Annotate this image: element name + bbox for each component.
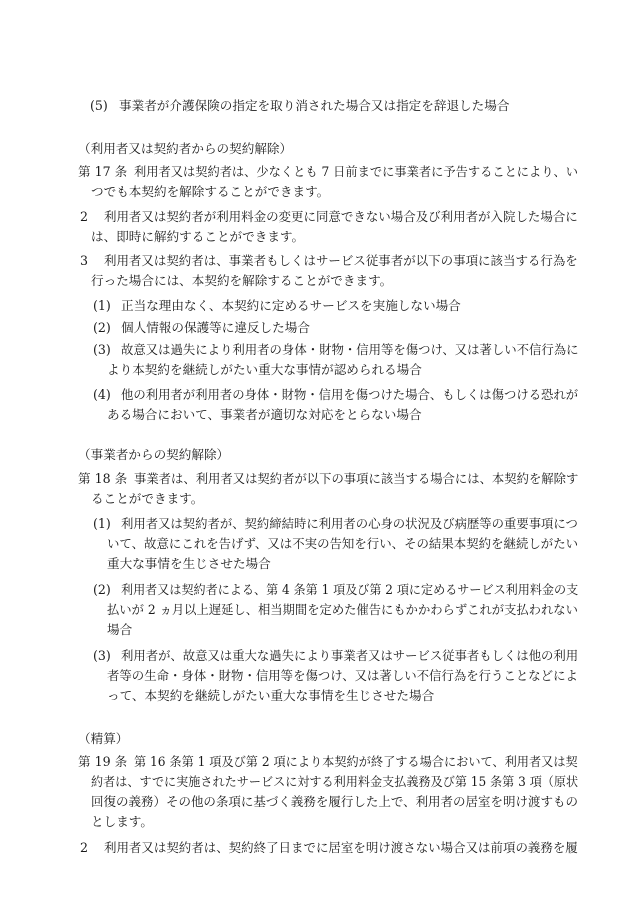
article-label: 第 17 条: [78, 164, 128, 179]
paragraph-text: は、即時に解約することができます。: [91, 229, 305, 244]
item-label: (2): [93, 320, 111, 335]
item-label: (3): [93, 648, 111, 663]
article-text: とします。: [91, 814, 153, 829]
item-text: 利用者が、故意又は重大な過失により事業者又はサービス従事者もしくは他の利用: [121, 648, 579, 663]
article-text: つでも本契約を解除することができます。: [91, 184, 330, 199]
item-label: (1): [93, 298, 111, 313]
item-text: って、本契約を継続しがたい重大な事情を生じさせた場合: [107, 688, 435, 703]
item-text: 故意又は過失により利用者の身体・財物・信用等を傷つけ、又は著しい不信行為に: [121, 342, 579, 357]
paragraph-text: 利用者又は契約者は、事業者もしくはサービス従事者が以下の事項に該当する行為を: [104, 253, 578, 268]
item-text: 場合: [107, 622, 133, 637]
item-label: (3): [93, 342, 111, 357]
article-text: 回復の義務）その他の条項に基づく義務を履行した上で、利用者の居室を明け渡すもの: [91, 794, 578, 809]
paragraph-text: 利用者又は契約者が利用料金の変更に同意できない場合及び利用者が入院した場合に: [104, 209, 578, 224]
section-heading: （利用者又は契約者からの契約解除）: [78, 141, 293, 156]
item-text: 者等の生命・身体・財物・信用等を傷つけ、又は著しい不信行為を行うことなどによ: [107, 668, 578, 683]
article-text: 事業者は、利用者又は契約者が以下の事項に該当する場合には、本契約を解除す: [134, 471, 579, 486]
paragraph-label: 2: [80, 840, 89, 855]
item-text: 他の利用者が利用者の身体・財物・信用を傷つけた場合、もしくは傷つける恐れが: [121, 387, 579, 402]
article-text: 第 16 条第 1 項及び第 2 項により本契約が終了する場合において、利用者又は契: [134, 754, 578, 769]
item-text: 利用者又は契約者が、契約締結時に利用者の心身の状況及び病歴等の重要事項につ: [121, 516, 578, 531]
item-text: いて、故意にこれを告げず、又は不実の告知を行い、その結果本契約を継続しがたい: [107, 536, 579, 551]
item-label: (2): [93, 582, 111, 597]
paragraph-label: 3: [80, 253, 89, 268]
article-label: 第 19 条: [78, 754, 128, 769]
item-text: ある場合において、事業者が適切な対応をとらない場合: [107, 407, 422, 422]
article-text: 約者は、すでに実施されたサービスに対する利用料金支払義務及び第 15 条第 3 項（原状: [91, 774, 579, 789]
item-text: 重大な事情を生じさせた場合: [107, 556, 271, 571]
article-text: ることができます。: [91, 491, 204, 506]
item-text: 払いが 2 ヵ月以上遅延し、相当期間を定めた催告にもかかわらずこれが支払われない: [107, 602, 578, 617]
section-heading: （精算）: [78, 731, 129, 746]
item-label: (1): [93, 516, 111, 531]
item-text: 利用者又は契約者による、第 4 条第 1 項及び第 2 項に定めるサービス利用料金の支: [121, 582, 579, 597]
article-text: 利用者又は契約者は、少なくとも 7 日前までに事業者に予告することにより、い: [134, 164, 579, 179]
item-label: (4): [93, 387, 111, 402]
section-heading: （事業者からの契約解除）: [78, 447, 230, 462]
paragraph-label: 2: [80, 209, 89, 224]
item-text: 事業者が介護保険の指定を取り消された場合又は指定を辞退した場合: [119, 98, 510, 113]
paragraph-text: 行った場合には、本契約を解除することができます。: [91, 273, 393, 288]
item-text: より本契約を継続しがたい重大な事情が認められる場合: [107, 362, 422, 377]
article-label: 第 18 条: [78, 471, 128, 486]
item-text: 個人情報の保護等に違反した場合: [121, 320, 310, 335]
item-text: 正当な理由なく、本契約に定めるサービスを実施しない場合: [121, 298, 461, 313]
item-label: (5): [90, 98, 108, 113]
paragraph-text: 利用者又は契約者は、契約終了日までに居室を明け渡さない場合又は前項の義務を履: [104, 840, 578, 855]
